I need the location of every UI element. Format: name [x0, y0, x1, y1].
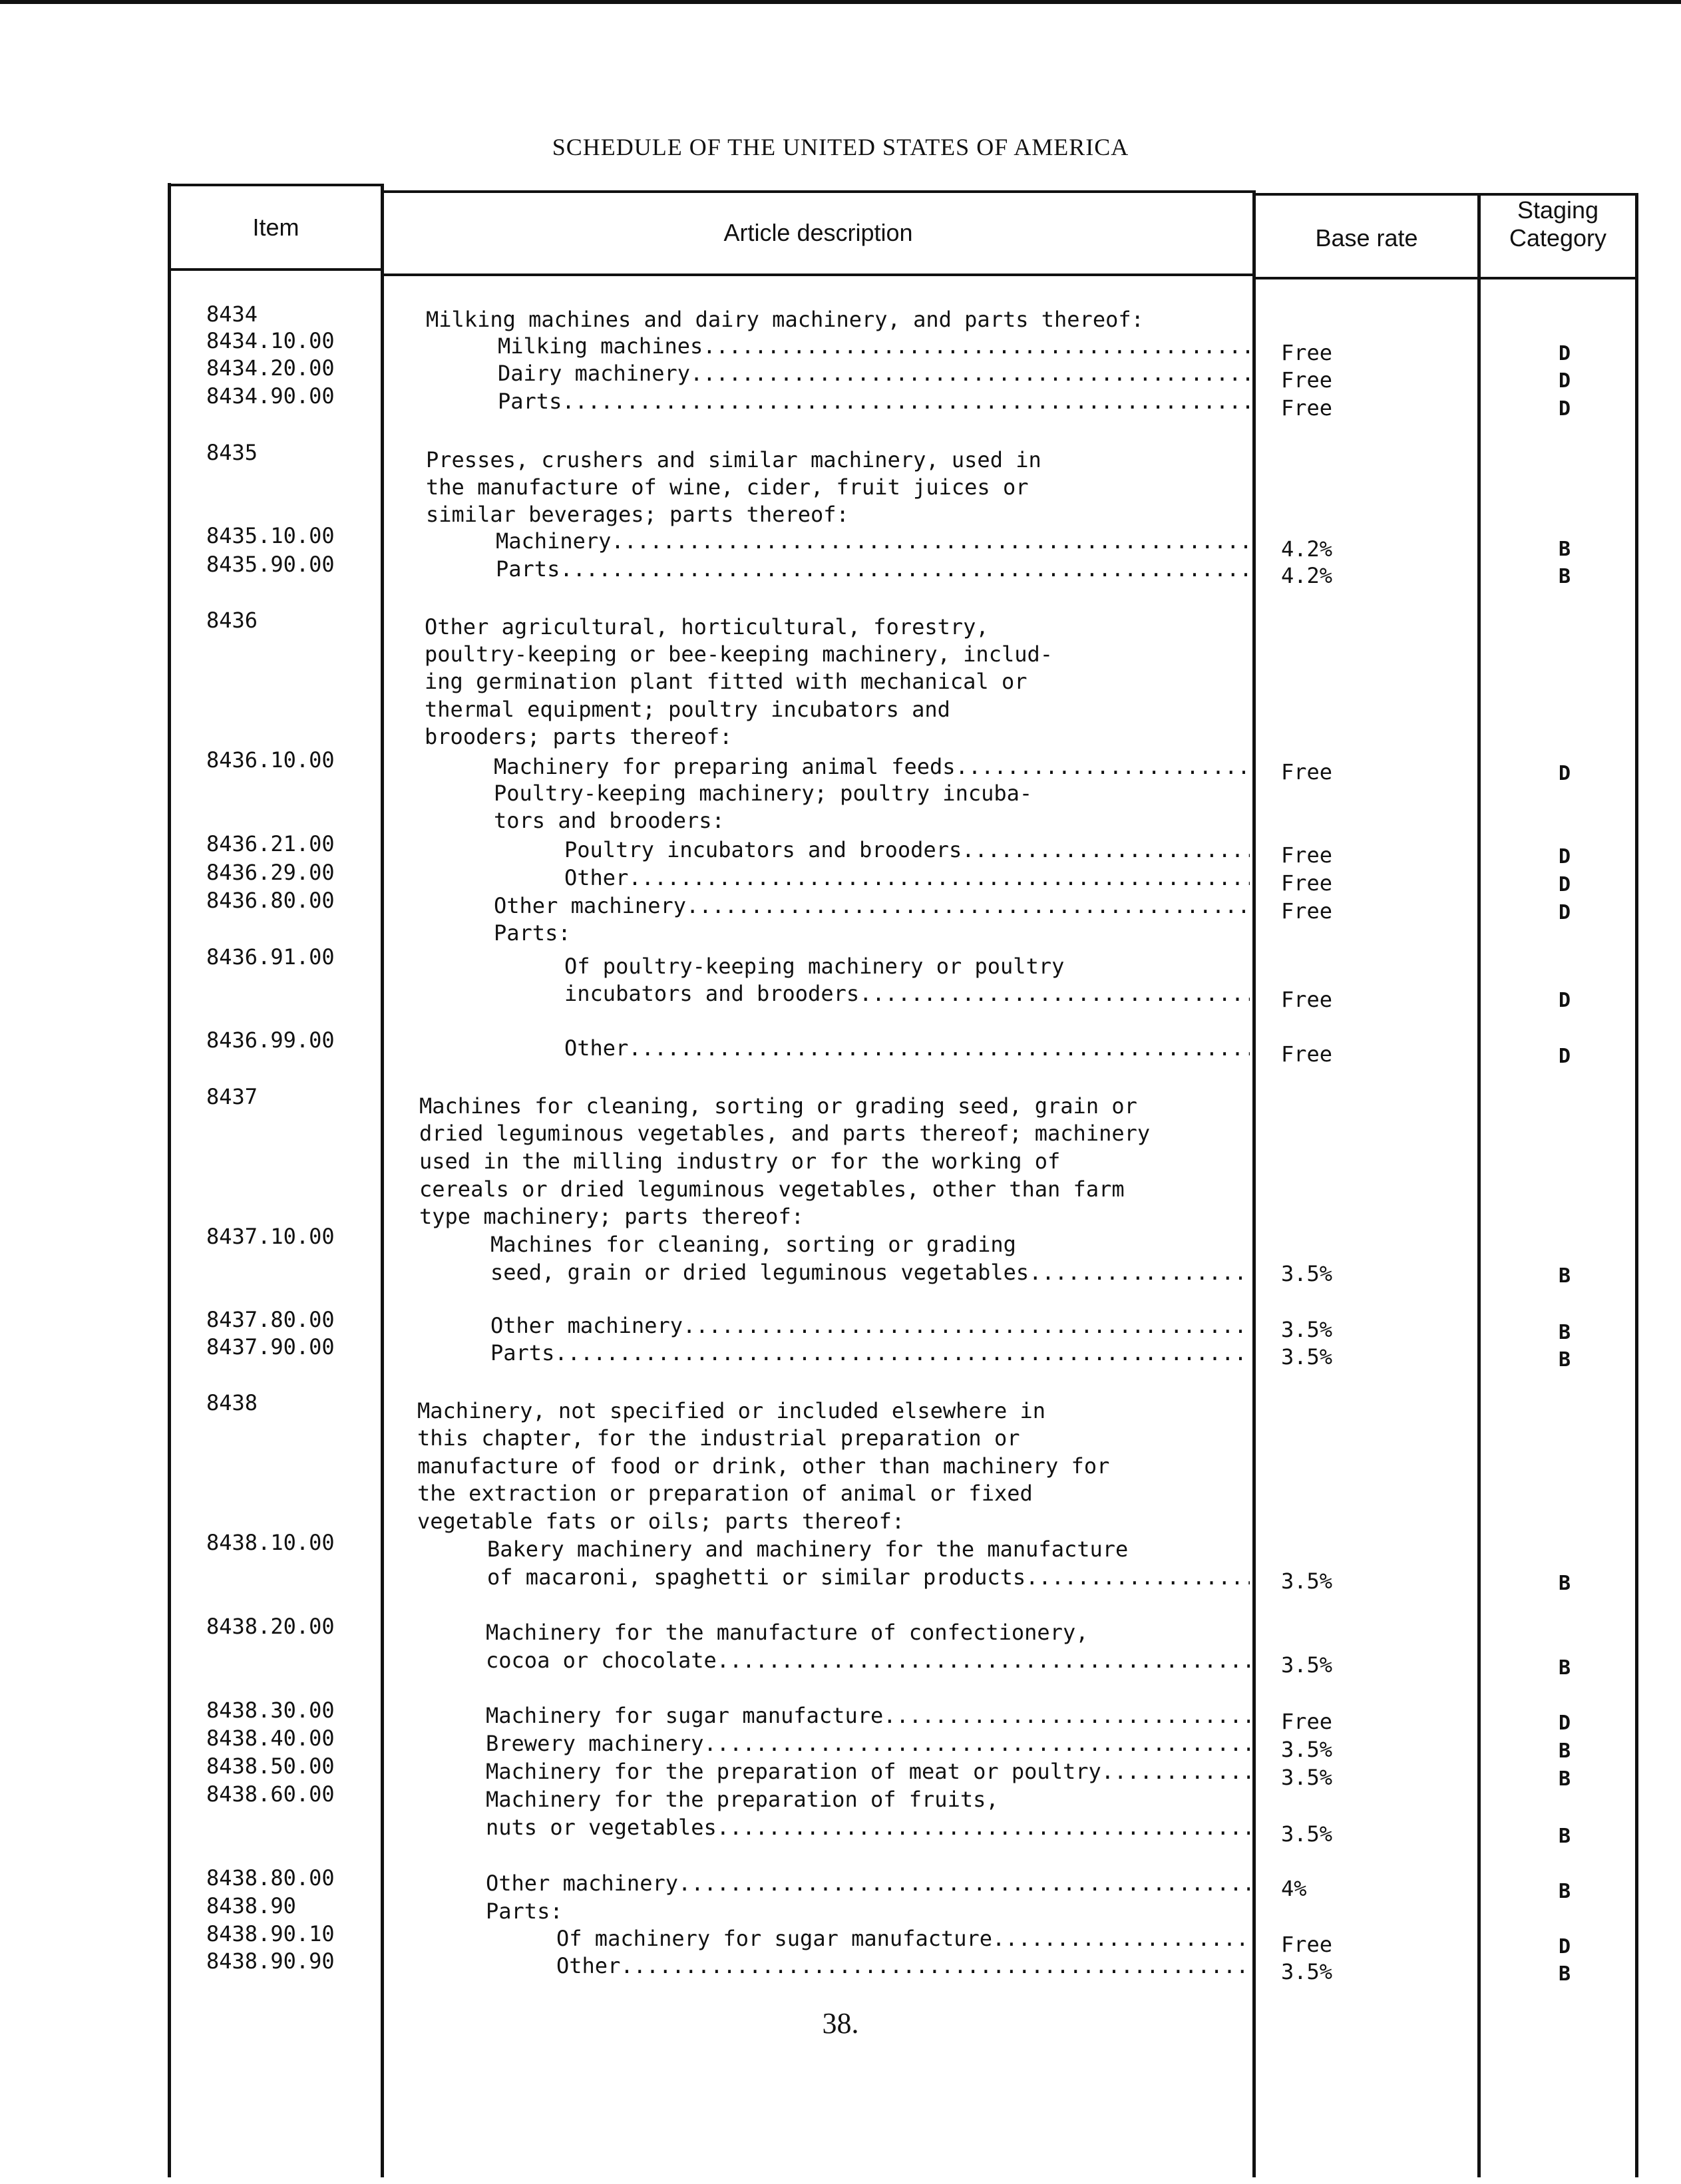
article-description: used in the milling industry or for the working of: [419, 1149, 1061, 1174]
article-description: incubators and brooders .....: [564, 980, 1250, 1007]
item-code: 8438.20.00: [206, 1614, 335, 1639]
item-code: 8437.80.00: [206, 1307, 335, 1332]
base-rate: Free: [1281, 1041, 1333, 1067]
article-description: Parts .....: [490, 1340, 1250, 1366]
item-column-divider: [381, 185, 384, 2177]
base-rate: Free: [1281, 1709, 1333, 1734]
staging-category: D: [1559, 762, 1571, 785]
staging-category: D: [1559, 873, 1571, 896]
staging-category: B: [1559, 565, 1571, 588]
article-description: type machinery; parts thereof:: [419, 1204, 804, 1229]
article-description: tors and brooders:: [494, 808, 725, 833]
article-description: Parts .....: [498, 388, 1250, 415]
article-description: Machinery for the manufacture of confectionery,: [486, 1620, 1089, 1645]
staging-category: B: [1559, 1264, 1571, 1288]
base-rate: Free: [1281, 759, 1333, 785]
item-code: 8436.80.00: [206, 888, 335, 913]
article-description: poultry-keeping or bee-keeping machinery, includ-: [425, 641, 1053, 667]
staging-category: B: [1559, 1572, 1571, 1595]
article-description: Other machinery .....: [494, 892, 1250, 919]
article-description: Dairy machinery .....: [498, 360, 1250, 387]
article-description: dried leguminous vegetables, and parts thereof; machinery: [419, 1121, 1151, 1146]
base-rate: 3.5%: [1281, 1261, 1333, 1286]
base-rate: Free: [1281, 987, 1333, 1012]
article-description: Machines for cleaning, sorting or grading: [490, 1232, 1016, 1257]
base-rate: Free: [1281, 898, 1333, 924]
article-description: Machines for cleaning, sorting or grading seed, grain or: [419, 1093, 1137, 1119]
article-description: Poultry-keeping machinery; poultry incuba-: [494, 781, 1033, 806]
table-right-border: [1635, 195, 1638, 2177]
staging-category: D: [1559, 397, 1571, 421]
staging-category: B: [1559, 1656, 1571, 1680]
article-description: Other .....: [564, 1035, 1250, 1061]
base-rate: Free: [1281, 870, 1333, 896]
staging-category: D: [1559, 1712, 1571, 1735]
staging-category: D: [1559, 1045, 1571, 1068]
article-description: Poultry incubators and brooders .....: [564, 836, 1250, 863]
base-rate: Free: [1281, 395, 1333, 421]
base-rate: 3.5%: [1281, 1821, 1333, 1847]
staging-category: D: [1559, 1935, 1571, 1958]
item-code: 8438.90.10: [206, 1921, 335, 1946]
staging-category: D: [1559, 845, 1571, 868]
top-border: [0, 0, 1681, 4]
article-description: Parts .....: [496, 556, 1250, 582]
table-left-border: [168, 183, 171, 2177]
item-code: 8434.20.00: [206, 355, 335, 381]
base-rate: 3.5%: [1281, 1652, 1333, 1678]
header-article-description: Article description: [723, 219, 913, 246]
base-rate: 3.5%: [1281, 1344, 1333, 1369]
staging-category: D: [1559, 342, 1571, 365]
base-rate: 3.5%: [1281, 1568, 1333, 1594]
item-code: 8434: [206, 301, 258, 327]
article-description: cocoa or chocolate .....: [486, 1647, 1250, 1674]
item-code: 8436.29.00: [206, 860, 335, 885]
base-rate: Free: [1281, 367, 1333, 393]
staging-category: D: [1559, 901, 1571, 924]
article-description: the manufacture of wine, cider, fruit juices or: [426, 474, 1029, 500]
item-code: 8438.30.00: [206, 1698, 335, 1723]
item-code: 8437: [206, 1084, 258, 1109]
staging-category: B: [1559, 1348, 1571, 1371]
item-code: 8434.90.00: [206, 383, 335, 409]
staging-category: B: [1559, 1825, 1571, 1848]
staging-category: B: [1559, 1880, 1571, 1903]
item-code: 8435.10.00: [206, 523, 335, 548]
item-code: 8438.10.00: [206, 1530, 335, 1555]
base-rate: 3.5%: [1281, 1737, 1333, 1762]
base-rate: Free: [1281, 842, 1333, 868]
item-code: 8438.40.00: [206, 1726, 335, 1751]
base-rate: 3.5%: [1281, 1959, 1333, 1984]
item-code: 8438: [206, 1390, 258, 1415]
base-rate: 3.5%: [1281, 1765, 1333, 1790]
article-description: seed, grain or dried leguminous vegetables .....: [490, 1259, 1250, 1286]
article-description: thermal equipment; poultry incubators and: [425, 697, 950, 722]
item-code: 8436.21.00: [206, 831, 335, 856]
article-description: nuts or vegetables .....: [486, 1814, 1250, 1841]
base-rate: Free: [1281, 340, 1333, 365]
item-code: 8438.90: [206, 1893, 296, 1918]
article-description: Other .....: [556, 1952, 1250, 1979]
item-code: 8436.91.00: [206, 944, 335, 970]
item-code: 8434.10.00: [206, 328, 335, 353]
article-description: Bakery machinery and machinery for the manufacture: [487, 1537, 1129, 1562]
item-code: 8438.80.00: [206, 1865, 335, 1891]
article-description: Other machinery .....: [490, 1312, 1250, 1339]
article-description: manufacture of food or drink, other than machinery for: [417, 1453, 1110, 1479]
page-title: SCHEDULE OF THE UNITED STATES OF AMERICA: [552, 134, 1129, 160]
article-description: the extraction or preparation of animal or fixed: [417, 1481, 1033, 1506]
base-rate: 3.5%: [1281, 1317, 1333, 1342]
header-staging: Staging: [1517, 196, 1599, 224]
article-description: Presses, crushers and similar machinery, used in: [426, 447, 1041, 472]
article-description: brooders; parts thereof:: [425, 724, 733, 749]
article-description: Machinery for preparing animal feeds .....: [494, 753, 1250, 780]
item-code: 8436: [206, 608, 258, 633]
article-description: Milking machines .....: [498, 333, 1250, 359]
rate-column-divider: [1477, 193, 1481, 2177]
article-description: Of poultry-keeping machinery or poultry: [564, 954, 1065, 979]
staging-category: D: [1559, 369, 1571, 393]
article-description: Of machinery for sugar manufacture .....: [556, 1925, 1250, 1952]
staging-category: B: [1559, 1962, 1571, 1986]
item-code: 8435: [206, 440, 258, 465]
item-code: 8438.60.00: [206, 1781, 335, 1807]
article-description: Other machinery .....: [486, 1870, 1250, 1897]
article-description: Machinery for the preparation of fruits,: [486, 1787, 999, 1812]
item-code: 8437.90.00: [206, 1334, 335, 1360]
article-description: Brewery machinery .....: [486, 1730, 1250, 1757]
article-description: Other .....: [564, 864, 1250, 891]
article-description: vegetable fats or oils; parts thereof:: [417, 1509, 905, 1534]
article-description: Machinery, not specified or included elsewhere in: [417, 1398, 1046, 1423]
article-description: Machinery .....: [496, 528, 1250, 554]
base-rate: 4.2%: [1281, 536, 1333, 562]
description-column-divider: [1252, 193, 1256, 2177]
header-top-rule: [1252, 193, 1638, 196]
article-description: ing germination plant fitted with mechanical or: [425, 669, 1027, 694]
article-description: Machinery for sugar manufacture .....: [486, 1702, 1250, 1729]
header-bottom-rule: [381, 273, 1256, 276]
item-code: 8436.99.00: [206, 1027, 335, 1053]
page-number: 38.: [822, 2007, 859, 2040]
article-description: Parts:: [486, 1899, 563, 1924]
header-category: Category: [1509, 224, 1607, 252]
header-top-rule: [381, 190, 1256, 193]
article-description: Milking machines and dairy machinery, and parts thereof:: [426, 307, 1144, 332]
article-description: cereals or dried leguminous vegetables, other than farm: [419, 1177, 1125, 1202]
item-code: 8437.10.00: [206, 1224, 335, 1249]
staging-category: B: [1559, 1321, 1571, 1344]
article-description: this chapter, for the industrial preparation or: [417, 1425, 1020, 1451]
base-rate: 4%: [1281, 1876, 1307, 1901]
header-item: Item: [252, 214, 299, 241]
item-code: 8438.90.90: [206, 1948, 335, 1974]
item-code: 8438.50.00: [206, 1753, 335, 1779]
header-bottom-rule: [1252, 277, 1638, 279]
staging-category: B: [1559, 1767, 1571, 1791]
article-description: Other agricultural, horticultural, forestry,: [425, 614, 989, 639]
item-code: 8436.10.00: [206, 747, 335, 773]
article-description: Machinery for the preparation of meat or poultry .....: [486, 1758, 1250, 1785]
header-base-rate: Base rate: [1315, 224, 1418, 252]
article-description: of macaroni, spaghetti or similar products .....: [487, 1564, 1250, 1590]
staging-category: B: [1559, 1739, 1571, 1763]
base-rate: Free: [1281, 1932, 1333, 1957]
article-description: similar beverages; parts thereof:: [426, 502, 849, 527]
header-bottom-rule: [168, 268, 384, 271]
article-description: Parts:: [494, 920, 571, 946]
base-rate: 4.2%: [1281, 563, 1333, 588]
item-code: 8435.90.00: [206, 552, 335, 577]
staging-category: B: [1559, 538, 1571, 561]
staging-category: D: [1559, 989, 1571, 1012]
header-top-rule: [168, 184, 384, 186]
